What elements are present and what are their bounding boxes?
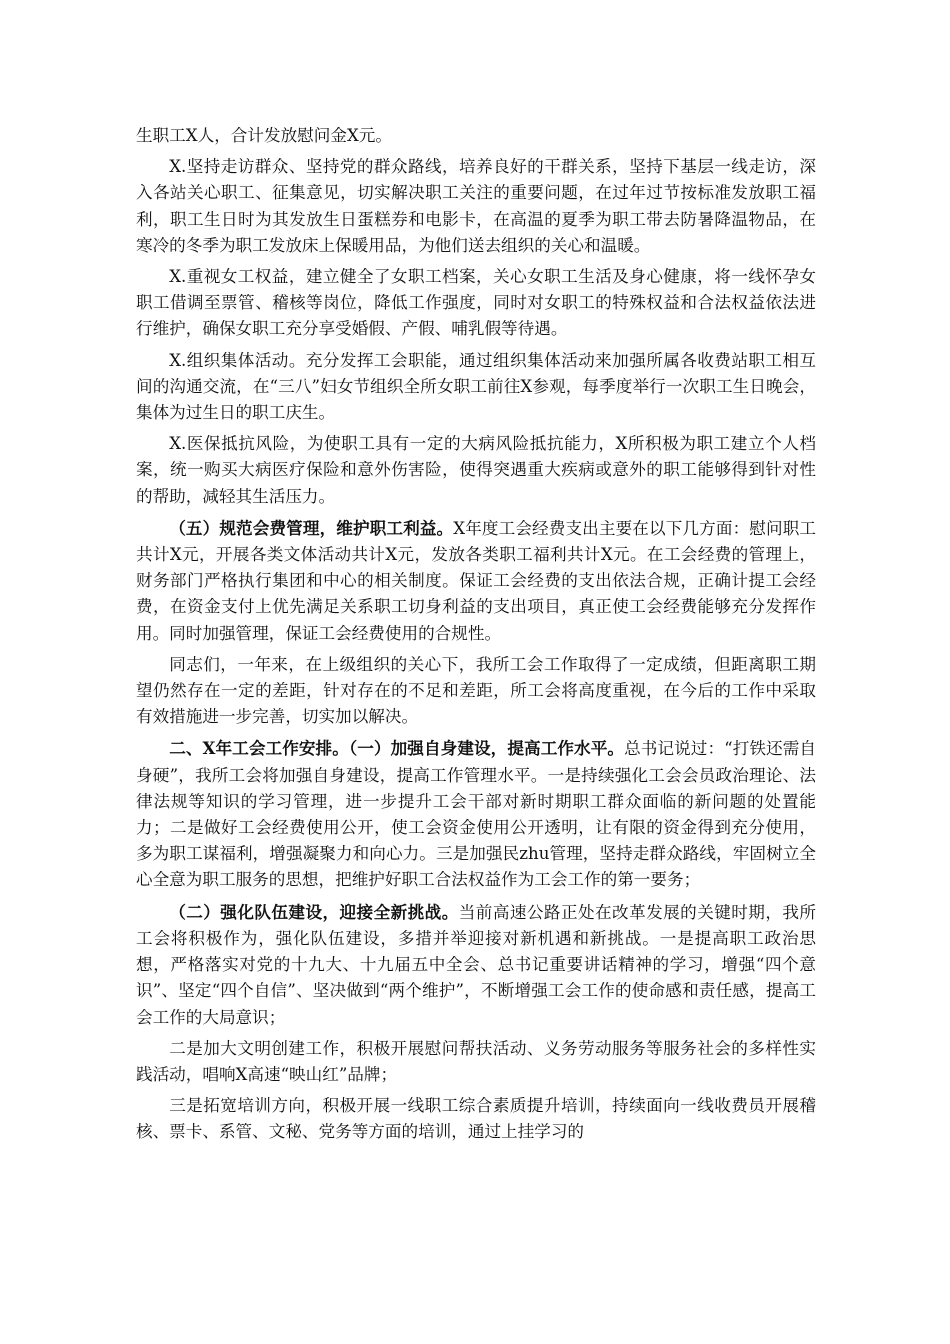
- paragraph-summary: [136, 652, 816, 731]
- paragraph-training: [136, 1093, 816, 1145]
- paragraph-text: X.组织集体活动。充分发挥工会职能，通过组织集体活动来加强所属各收费站职工相互间的沟通交流，在“三八”妇女节组织全所女职工前往X参观，每季度举行一次职工生日晚会，集体为过生日的职工庆生。: [136, 350, 816, 423]
- paragraph-medical-insurance: [136, 431, 816, 510]
- paragraph-fee-management: [136, 515, 816, 647]
- paragraph-group-activities: [136, 348, 816, 427]
- section-heading: （二）强化队伍建设，迎接全新挑战。: [169, 901, 459, 922]
- paragraph-text: 三是拓宽培训方向，积极开展一线职工综合素质提升培训，持续面向一线收费员开展稽核、票卡、系管、文秘、党务等方面的培训，通过上挂学习的: [136, 1096, 816, 1142]
- paragraph-work-plan: [136, 735, 816, 893]
- paragraph-text: X.重视女工权益，建立健全了女职工档案，关心女职工生活及身心健康，将一线怀孕女职工借调至票管、稽核等岗位，降低工作强度，同时对女职工的特殊权益和合法权益依法进行维护，确保女职工充分享受婚假、产假、哺乳假等待遇。: [136, 267, 816, 339]
- paragraph-civilization: [136, 1036, 816, 1088]
- document-body: [136, 123, 816, 1151]
- paragraph-text: 二是加大文明创建工作，积极开展慰问帮扶活动、义务劳动服务等服务社会的多样性实践活动，唱响X高速“映山红”品牌；: [136, 1038, 816, 1084]
- paragraph-text: 当前高速公路正处在改革发展的关键时期，我所工会将积极作为，强化队伍建设，多措并举迎接对新机遇和新挑战。一是提高职工政治思想，严格落实对党的十九大、十九届五中全会、总书记重要讲话精神的学习，增强“四个意识”、坚定“四个自信”、坚决做到“两个维护”，不断增强工会工作的使命感和责任感，提高工会工作的大局意识；: [136, 902, 817, 1027]
- paragraph-text: X年度工会经费支出主要在以下几方面：慰问职工共计X元，开展各类文体活动共计X元，发放各类职工福利共计X元。在工会经费的管理上，财务部门严格执行集团和中心的相关制度。保证工会经费的支出依法合规，正确计提工会经费，在资金支付上优先满足关系职工切身利益的支出项目，真正使工会经费能够充分发挥作用。同时加强管理，保证工会经费使用的合规性。: [136, 518, 816, 643]
- paragraph-visit-grassroots: [136, 154, 816, 259]
- paragraph-text: X.坚持走访群众、坚持党的群众路线，培养良好的干群关系，坚持下基层一线走访，深入各站关心职工、征集意见，切实解决职工关注的重要问题，在过年过节按标准发放职工福利，职工生日时为其发放生日蛋糕券和电影卡，在高温的夏季为职工带去防暑降温物品，在寒冷的冬季为职工发放床上保暖用品，为他们送去组织的关心和温暖。: [136, 157, 816, 255]
- paragraph-welfare-tail: [136, 123, 816, 149]
- paragraph-text: X.医保抵抗风险，为使职工具有一定的大病风险抵抗能力，X所积极为职工建立个人档案，统一购买大病医疗保险和意外伤害险，使得突遇重大疾病或意外的职工能够得到针对性的帮助，减轻其生活压力。: [136, 434, 816, 506]
- section-heading: （五）规范会费管理，维护职工利益。: [169, 517, 454, 538]
- paragraph-text: 总书记说过：“打铁还需自身硬”，我所工会将加强自身建设，提高工作管理水平。一是持续强化工会会员政治理论、法律法规等知识的学习管理，进一步提升工会干部对新时期职工群众面临的新问题的处置能力；二是做好工会经费使用公开，使工会资金使用公开透明，让有限的资金得到充分使用，多为职工谋福利，增强凝聚力和向心力。三是加强民zhu管理，坚持走群众路线，牢固树立全心全意为职工服务的思想，把维护好职工合法权益作为工会工作的第一要务；: [136, 739, 817, 890]
- section-heading: 二、X年工会工作安排。（一）加强自身建设，提高工作水平。: [169, 738, 625, 759]
- paragraph-female-rights: [136, 264, 816, 343]
- paragraph-text: 生职工X人，合计发放慰问金X元。: [136, 126, 392, 145]
- paragraph-text: 同志们，一年来，在上级组织的关心下，我所工会工作取得了一定成绩，但距离职工期望仍然存在一定的差距，针对存在的不足和差距，所工会将高度重视，在今后的工作中采取有效措施进一步完善，切实加以解决。: [136, 654, 816, 727]
- paragraph-team-building: [136, 899, 816, 1031]
